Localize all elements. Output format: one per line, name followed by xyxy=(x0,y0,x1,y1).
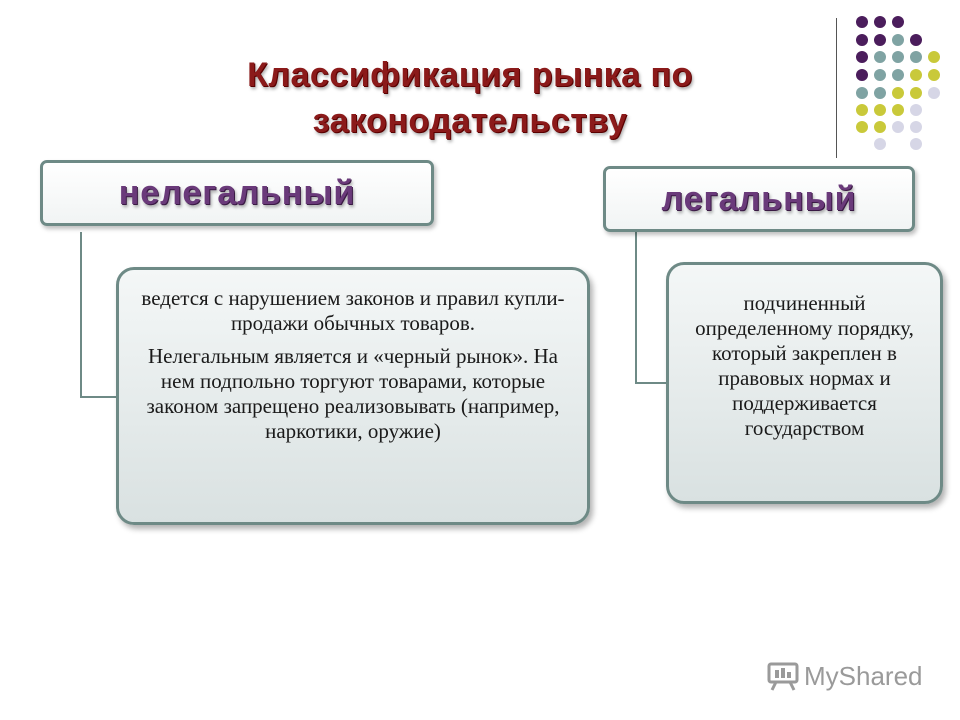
dot xyxy=(892,34,904,46)
slide-title xyxy=(150,52,790,144)
dot xyxy=(856,87,868,99)
dot xyxy=(874,121,886,133)
dot xyxy=(910,69,922,81)
description-box-illegal xyxy=(116,267,590,525)
watermark-logo xyxy=(766,660,936,692)
description-paragraph: ведется с нарушением законов и правил купли-продажи обычных товаров. xyxy=(141,286,565,335)
dot xyxy=(892,69,904,81)
dot xyxy=(856,51,868,63)
dot xyxy=(910,138,922,150)
dot xyxy=(874,104,886,116)
dot xyxy=(928,87,940,99)
dot xyxy=(874,16,886,28)
title-line-2: законодательству xyxy=(312,102,628,140)
category-label-legal: легальный xyxy=(661,179,857,218)
dot xyxy=(874,51,886,63)
dot xyxy=(856,69,868,81)
dot xyxy=(910,51,922,63)
description-paragraph: подчиненный определенному порядку, который закреплен в правовых нормах и поддерживается государством xyxy=(695,291,914,440)
dot xyxy=(892,121,904,133)
category-box-legal xyxy=(603,166,915,232)
presentation-board-icon xyxy=(766,661,800,691)
dot xyxy=(928,69,940,81)
dot xyxy=(928,51,940,63)
title-line-1: Классификация рынка по xyxy=(247,56,693,94)
dot xyxy=(910,121,922,133)
dot xyxy=(874,69,886,81)
dot xyxy=(910,34,922,46)
dot xyxy=(892,104,904,116)
description-box-legal xyxy=(666,262,943,504)
watermark-text: MyShared xyxy=(804,660,923,691)
dot xyxy=(856,121,868,133)
category-label-illegal: нелегальный xyxy=(118,173,356,212)
dot xyxy=(892,51,904,63)
dot xyxy=(874,34,886,46)
dot xyxy=(856,104,868,116)
dot xyxy=(874,138,886,150)
description-paragraph: Нелегальным является и «черный рынок». На нем подпольно торгуют товарами, которые законом запрещено реализовывать (например, наркотики, оружие) xyxy=(146,344,560,443)
dot xyxy=(856,16,868,28)
dot xyxy=(892,87,904,99)
dot xyxy=(910,87,922,99)
dot xyxy=(892,16,904,28)
category-box-illegal xyxy=(40,160,434,226)
dot xyxy=(910,104,922,116)
dot xyxy=(856,34,868,46)
decorative-vertical-line xyxy=(836,18,837,158)
dot xyxy=(874,87,886,99)
